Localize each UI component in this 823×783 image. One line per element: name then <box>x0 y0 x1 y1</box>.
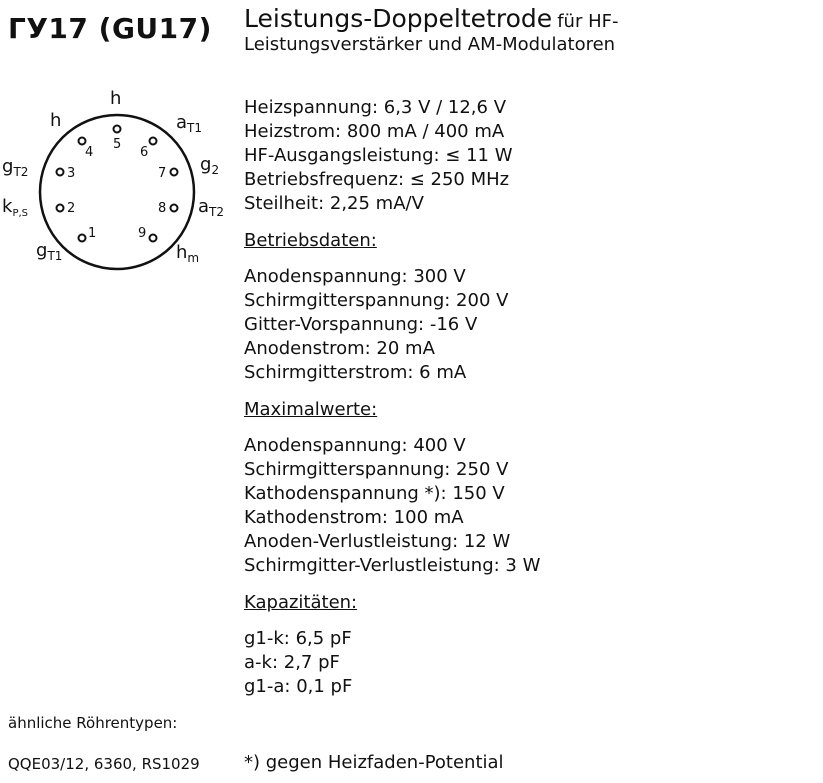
title-block <box>244 4 814 56</box>
maximalwerte-list <box>244 434 814 578</box>
pin-number-4: 4 <box>85 145 94 160</box>
electrode-label-8: $a_{T2}$ <box>198 196 224 219</box>
electrode-label-1: $g_{T1}$ <box>36 240 63 263</box>
pin-number-1: 1 <box>88 226 97 241</box>
pinout-diagram <box>0 84 240 284</box>
kapazitaeten-line: g1-k: 6,5 pF <box>244 628 352 649</box>
pin-hole-1 <box>79 235 86 242</box>
pin-number-3: 3 <box>67 166 76 181</box>
pin-number-5: 5 <box>113 137 122 152</box>
electrode-label-6: $a_{T1}$ <box>176 112 202 135</box>
similar-types-label: ähnliche Röhrentypen: <box>8 714 178 732</box>
betriebsdaten-list <box>244 265 814 385</box>
kapazitaeten-line: a-k: 2,7 pF <box>244 652 340 673</box>
betriebsdaten-line: Schirmgitterstrom: 6 mA <box>244 362 467 383</box>
betriebsdaten-line: Schirmgitterspannung: 200 V <box>244 290 509 311</box>
pin-hole-4 <box>79 138 86 145</box>
electrode-label-5: h <box>110 88 122 109</box>
tube-name: ГУ17 (GU17) <box>8 12 212 45</box>
title-suffix: für HF- <box>557 11 619 32</box>
maximalwerte-line: Kathodenspannung *): 150 V <box>244 483 505 504</box>
pin-number-6: 6 <box>140 145 149 160</box>
spec-line: HF-Ausgangsleistung: ≤ 11 W <box>244 145 513 166</box>
pin-number-8: 8 <box>158 201 167 216</box>
betriebsdaten-line: Anodenstrom: 20 mA <box>244 338 435 359</box>
pin-hole-7 <box>171 169 178 176</box>
pin-hole-5 <box>114 126 121 133</box>
maximalwerte-heading: Maximalwerte: <box>244 399 378 420</box>
title-line-2: Leistungsverstärker und AM-Modulatoren <box>244 34 616 55</box>
pin-number-9: 9 <box>138 226 147 241</box>
betriebsdaten-heading: Betriebsdaten: <box>244 230 377 251</box>
similar-types-values: QQE03/12, 6360, RS1029 <box>8 755 200 773</box>
spec-line: Steilheit: 2,25 mA/V <box>244 193 424 214</box>
pin-hole-2 <box>57 205 64 212</box>
title-main: Leistungs-Doppeltetrode <box>244 4 553 33</box>
spec-list <box>244 96 814 216</box>
pin-hole-3 <box>57 169 64 176</box>
maximalwerte-line: Schirmgitterspannung: 250 V <box>244 459 509 480</box>
maximalwerte-line: Anoden-Verlustleistung: 12 W <box>244 531 511 552</box>
electrode-label-7: $g_2$ <box>200 154 220 177</box>
footnote: *) gegen Heizfaden-Potential <box>244 752 504 773</box>
electrode-label-9: $h_m$ <box>176 242 200 265</box>
maximalwerte-line: Schirmgitter-Verlustleistung: 3 W <box>244 555 541 576</box>
spec-line: Heizspannung: 6,3 V / 12,6 V <box>244 97 507 118</box>
maximalwerte-line: Anodenspannung: 400 V <box>244 435 466 456</box>
electrode-label-4: h <box>50 110 62 131</box>
spec-line: Heizstrom: 800 mA / 400 mA <box>244 121 505 142</box>
pin-hole-6 <box>150 138 157 145</box>
title-line-1 <box>244 4 814 34</box>
pin-number-7: 7 <box>158 166 167 181</box>
kapazitaeten-line: g1-a: 0,1 pF <box>244 676 353 697</box>
betriebsdaten-line: Gitter-Vorspannung: -16 V <box>244 314 478 335</box>
kapazitaeten-heading: Kapazitäten: <box>244 592 358 613</box>
pin-hole-9 <box>150 235 157 242</box>
kapazitaeten-list <box>244 627 814 699</box>
electrode-label-3: $g_{T2}$ <box>2 156 29 179</box>
pin-number-2: 2 <box>67 201 76 216</box>
spec-content <box>244 96 814 699</box>
maximalwerte-line: Kathodenstrom: 100 mA <box>244 507 464 528</box>
pin-hole-8 <box>171 205 178 212</box>
electrode-label-2: $k_{P,S}$ <box>2 196 28 219</box>
betriebsdaten-line: Anodenspannung: 300 V <box>244 266 466 287</box>
spec-line: Betriebsfrequenz: ≤ 250 MHz <box>244 169 510 190</box>
